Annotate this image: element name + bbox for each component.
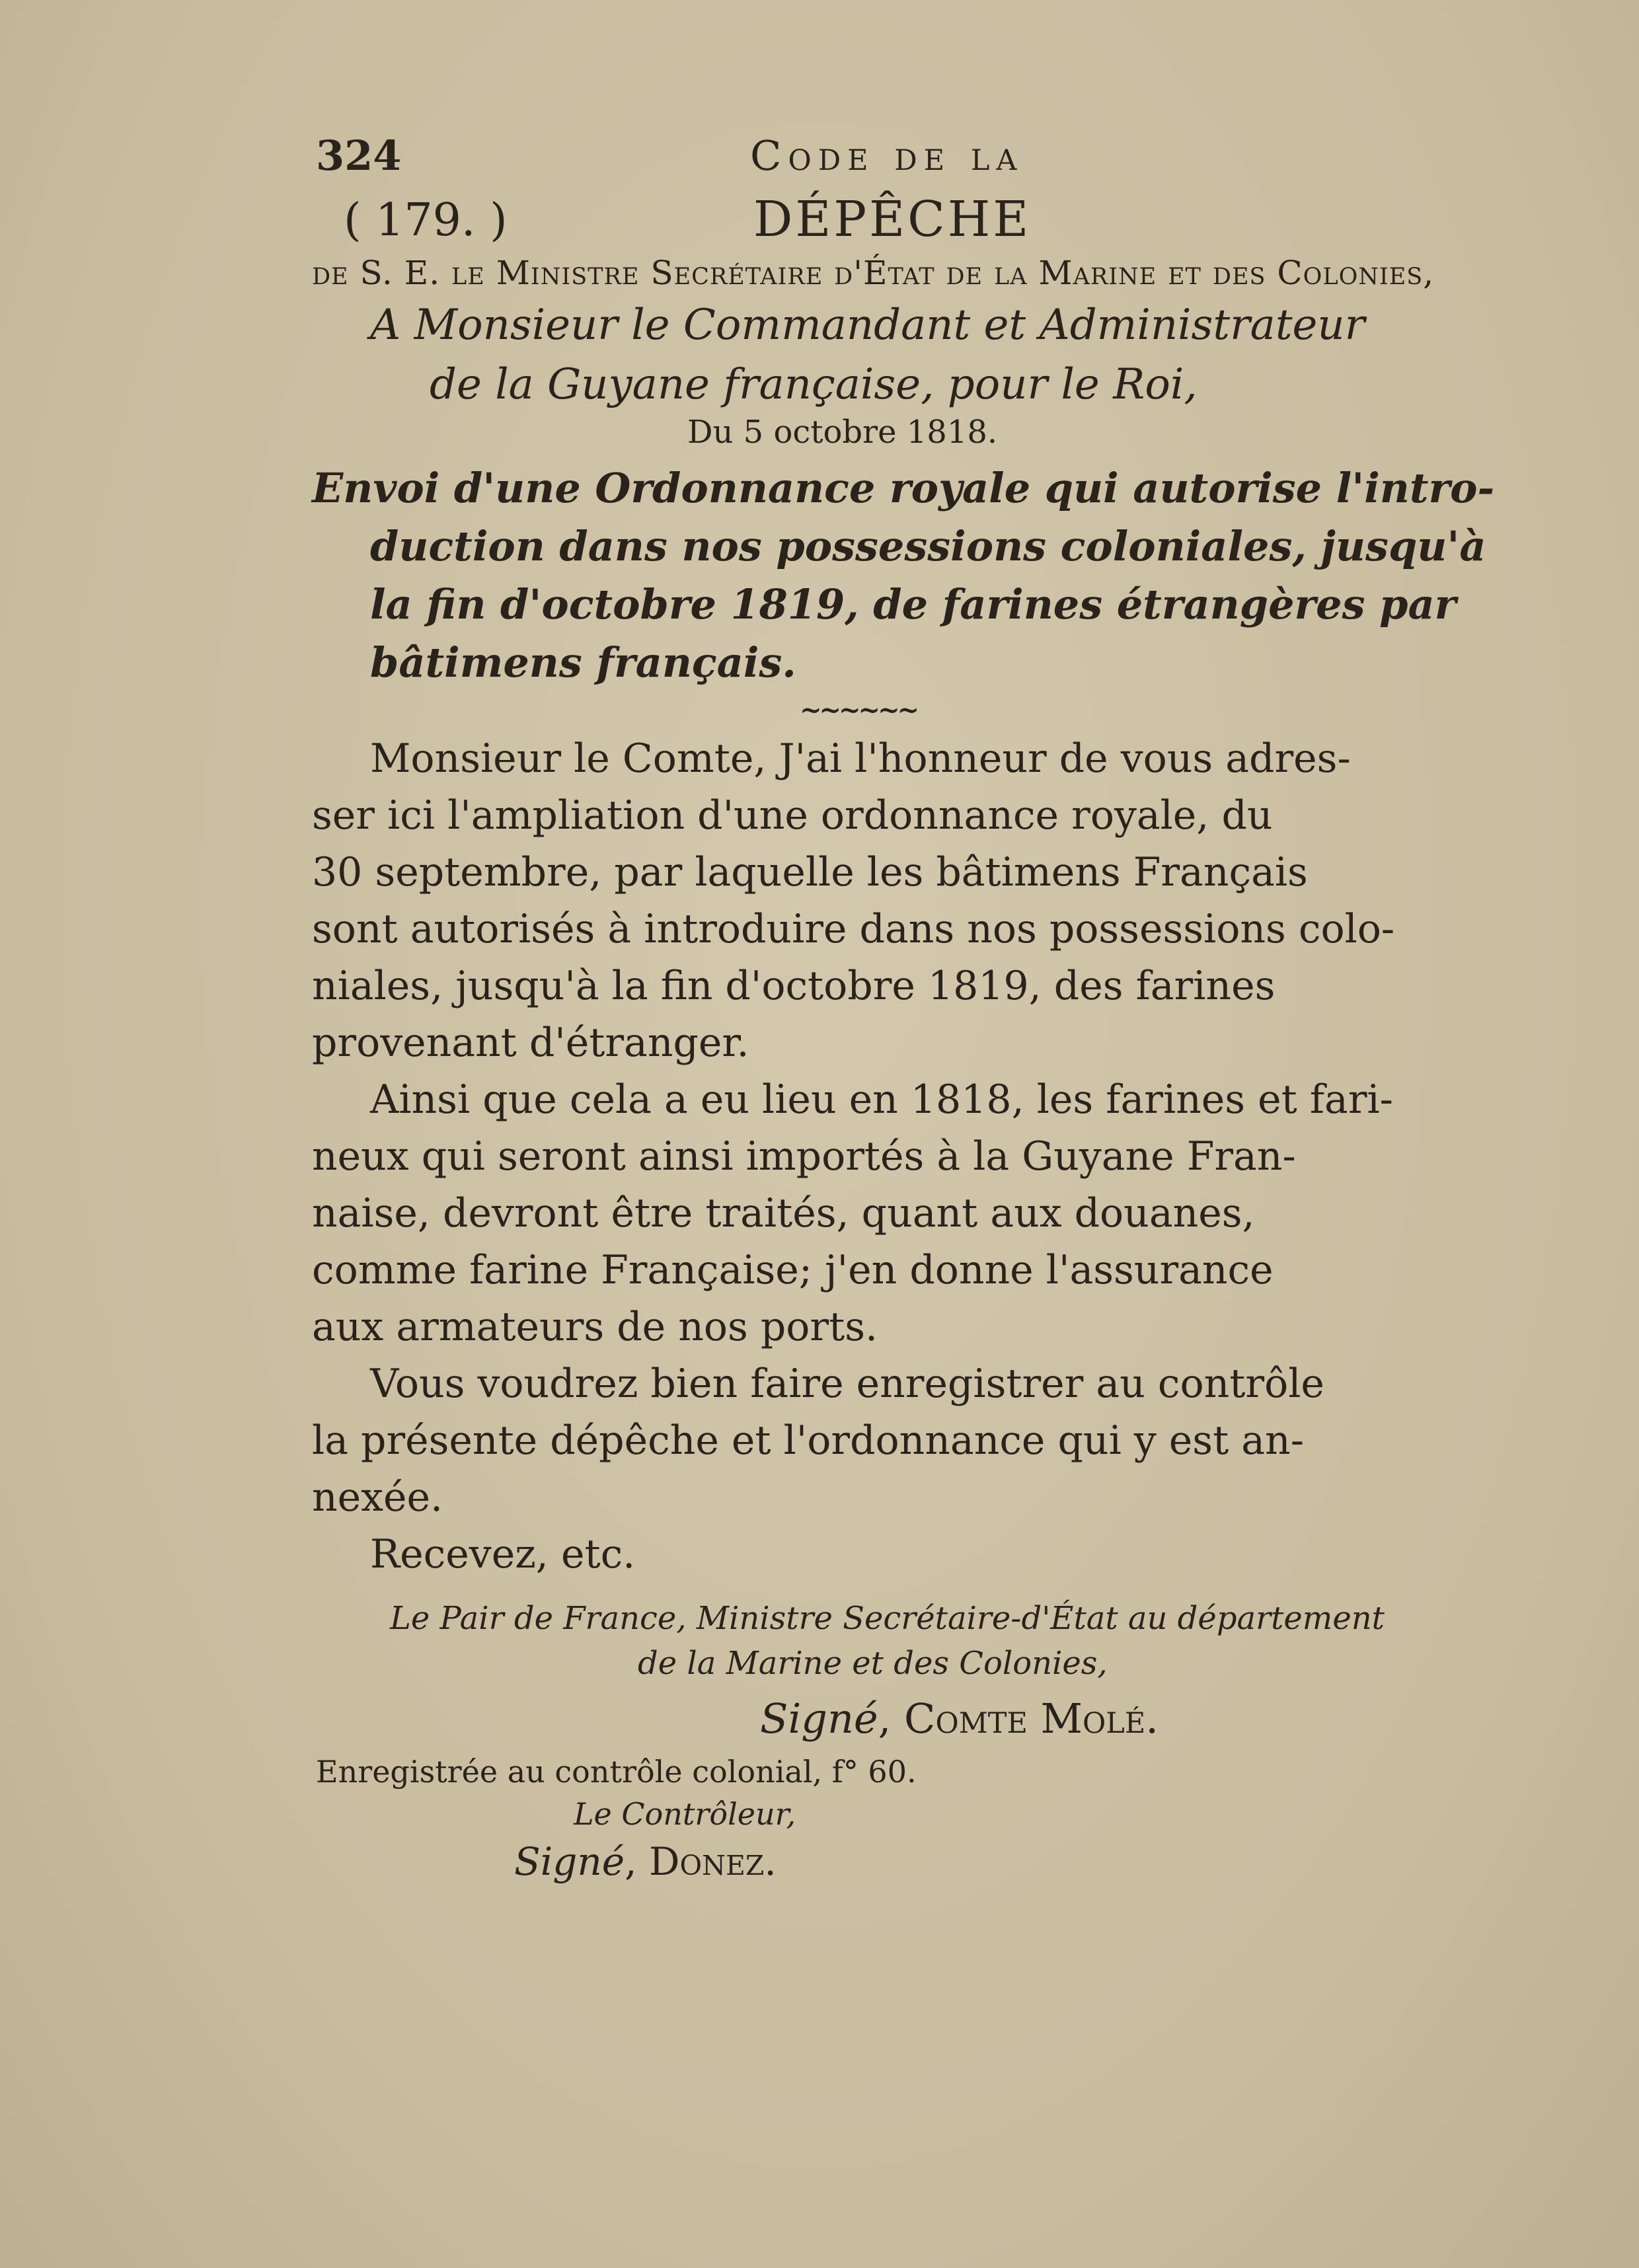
signature-title-line-2: de la Marine et des Colonies, xyxy=(638,1645,1108,1682)
summary-line: bâtimens français. xyxy=(370,638,796,687)
body-line: provenant d'étranger. xyxy=(312,1020,749,1066)
article-sender: de S. E. le Ministre Secrétaire d'État de la Marine et des Colonies, xyxy=(312,254,1435,292)
body-line: aux armateurs de nos ports. xyxy=(312,1304,878,1350)
summary-line: Envoi d'une Ordonnance royale qui autorise l'intro- xyxy=(312,464,1495,512)
signature-title-line-1: Le Pair de France, Ministre Secrétaire-d'État au département xyxy=(390,1600,1385,1637)
summary-line: duction dans nos possessions coloniales, jusqu'à xyxy=(370,522,1486,570)
body-line: nexée. xyxy=(312,1474,443,1521)
registration-note: Enregistrée au contrôle colonial, f° 60. xyxy=(316,1754,917,1790)
body-line: Recevez, etc. xyxy=(370,1531,636,1577)
separator-ornament: ~~~~~~ xyxy=(800,695,917,726)
body-line: niales, jusqu'à la fin d'octobre 1819, des farines xyxy=(312,963,1276,1009)
signed-label: Signé xyxy=(760,1694,878,1743)
body-line: neux qui seront ainsi importés à la Guyane Fran- xyxy=(312,1133,1296,1180)
controller-name: , Donez. xyxy=(625,1839,777,1884)
signature-name xyxy=(760,1694,1159,1743)
article-number: ( 179. ) xyxy=(344,194,508,246)
running-title: Code de la xyxy=(750,132,1024,180)
controller-signature xyxy=(514,1839,777,1884)
controller-title: Le Contrôleur, xyxy=(574,1796,796,1832)
body-line: naise, devront être traités, quant aux douanes, xyxy=(312,1190,1255,1236)
page-number: 324 xyxy=(316,132,402,180)
article-addressee-line-1: A Monsieur le Commandant et Administrateur xyxy=(370,301,1365,350)
controller-signed-label: Signé xyxy=(514,1839,625,1884)
article-title: DÉPÊCHE xyxy=(753,191,1032,248)
article-addressee-line-2: de la Guyane française, pour le Roi, xyxy=(430,360,1198,409)
body-line: Vous voudrez bien faire enregistrer au contrôle xyxy=(370,1361,1324,1407)
body-line: Ainsi que cela a eu lieu en 1818, les farines et fari- xyxy=(370,1077,1393,1123)
summary-line: la fin d'octobre 1819, de farines étrangères par xyxy=(370,580,1457,628)
body-line: la présente dépêche et l'ordonnance qui y est an- xyxy=(312,1418,1304,1464)
signer-name: , Comte Molé. xyxy=(878,1694,1159,1743)
body-line: sont autorisés à introduire dans nos possessions colo- xyxy=(312,906,1395,952)
article-date: Du 5 octobre 1818. xyxy=(687,414,998,451)
body-line: ser ici l'ampliation d'une ordonnance royale, du xyxy=(312,792,1273,839)
body-line: 30 septembre, par laquelle les bâtimens Français xyxy=(312,849,1308,895)
body-line: Monsieur le Comte, J'ai l'honneur de vous adres- xyxy=(370,736,1351,782)
body-line: comme farine Française; j'en donne l'assurance xyxy=(312,1247,1274,1293)
